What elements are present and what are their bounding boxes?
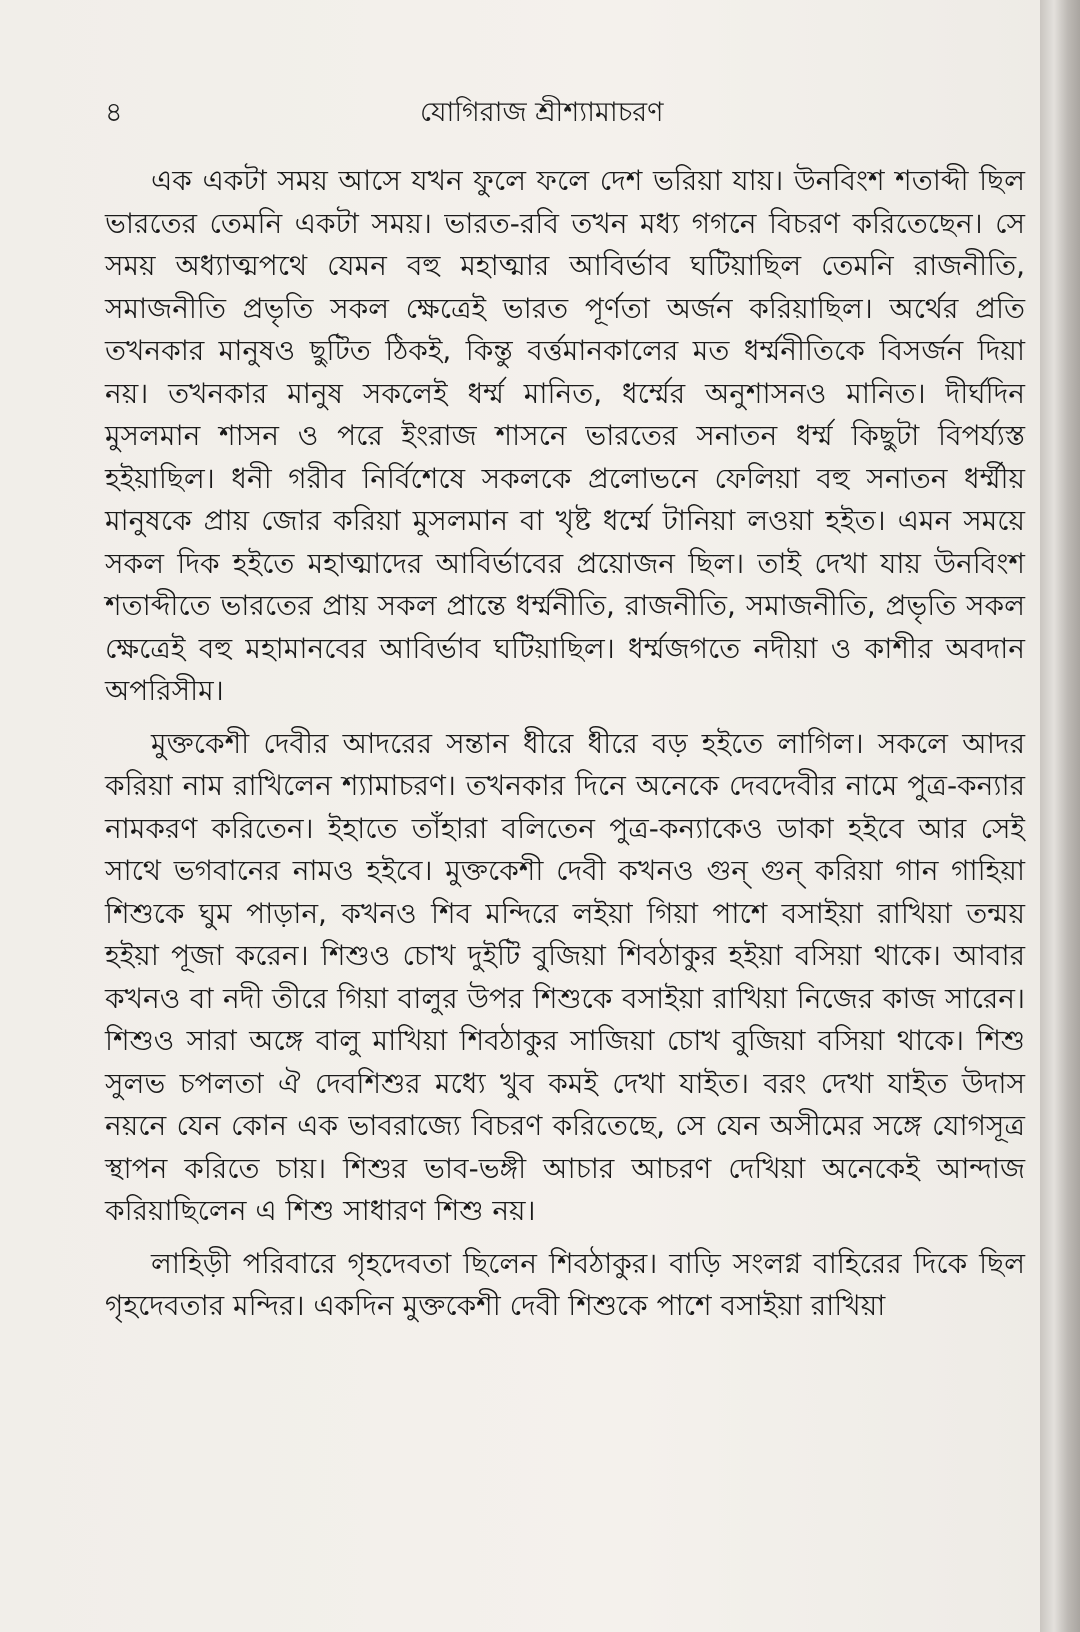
paragraph-3: লাহিড়ী পরিবারে গৃহদেবতা ছিলেন শিবঠাকুর। বাড়ি সংলগ্ন বাহিরের দিকে ছিল গৃহদেবতার মন্দির। একদিন মুক্তকেশী দেবী শিশুকে পাশে বসাইয়া রাখিয়া — [105, 1246, 1025, 1322]
paragraph-1: এক একটা সময় আসে যখন ফুলে ফলে দেশ ভরিয়া যায়। উনবিংশ শতাব্দী ছিল ভারতের তেমনি একটা সময়। ভারত-রবি তখন মধ্য গগনে বিচরণ করিতেছেন। সে সময় অধ্যাত্মপথে যেমন বহু মহাত্মার আবির্ভাব ঘটিয়াছিল তেমনি রাজনীতি, সমাজনীতি প্রভৃতি সকল ক্ষেত্রেই ভারত পূর্ণতা অর্জন করিয়াছিল। অর্থের প্রতি তখনকার মানুষও ছুটিত ঠিকই, কিন্তু বর্ত্তমানকালের মত ধর্ম্মনীতিকে বিসর্জন দিয়া নয়। তখনকার মানুষ সকলেই ধর্ম্ম মানিত, ধর্ম্মের অনুশাসনও মানিত। দীর্ঘদিন মুসলমান শাসন ও পরে ইংরাজ শাসনে ভারতের সনাতন ধর্ম্ম কিছুটা বিপর্য্যস্ত হইয়াছিল। ধনী গরীব নির্বিশেষে সকলকে প্রলোভনে ফেলিয়া বহু সনাতন ধর্ম্মীয় মানুষকে প্রায় জোর করিয়া মুসলমান বা খৃষ্ট ধর্ম্মে টানিয়া লওয়া হইত। এমন সময়ে সকল দিক হইতে মহাত্মাদের আবির্ভাবের প্রয়োজন ছিল। তাই দেখা যায় উনবিংশ শতাব্দীতে ভারতের প্রায় সকল প্রান্তে ধর্ম্মনীতি, রাজনীতি, সমাজনীতি, প্রভৃতি সকল ক্ষেত্রেই বহু মহামানবের আবির্ভাব ঘটিয়াছিল। ধর্ম্মজগতে নদীয়া ও কাশীর অবদান অপরিসীম। — [105, 164, 1025, 707]
body-text — [105, 160, 1025, 1338]
page-header — [0, 92, 1048, 132]
page-number: ৪ — [105, 97, 123, 128]
running-title: যোগিরাজ শ্রীশ্যামাচরণ — [420, 97, 664, 128]
page-edge — [1040, 0, 1080, 1632]
paragraph-2: মুক্তকেশী দেবীর আদরের সন্তান ধীরে ধীরে বড় হইতে লাগিল। সকলে আদর করিয়া নাম রাখিলেন শ্যামাচরণ। তখনকার দিনে অনেকে দেবদেবীর নামে পুত্র-কন্যার নামকরণ করিতেন। ইহাতে তাঁহারা বলিতেন পুত্র-কন্যাকেও ডাকা হইবে আর সেই সাথে ভগবানের নামও হইবে। মুক্তকেশী দেবী কখনও গুন্ গুন্ করিয়া গান গাহিয়া শিশুকে ঘুম পাড়ান, কখনও শিব মন্দিরে লইয়া গিয়া পাশে বসাইয়া রাখিয়া তন্ময় হইয়া পূজা করেন। শিশুও চোখ দুইটি বুজিয়া শিবঠাকুর হইয়া বসিয়া থাকে। আবার কখনও বা নদী তীরে গিয়া বালুর উপর শিশুকে বসাইয়া রাখিয়া নিজের কাজ সারেন। শিশুও সারা অঙ্গে বালু মাখিয়া শিবঠাকুর সাজিয়া চোখ বুজিয়া বসিয়া থাকে। শিশু সুলভ চপলতা ঐ দেবশিশুর মধ্যে খুব কমই দেখা যাইত। বরং দেখা যাইত উদাস নয়নে যেন কোন এক ভাবরাজ্যে বিচরণ করিতেছে, সে যেন অসীমের সঙ্গে যোগসূত্র স্থাপন করিতে চায়। শিশুর ভাব-ভঙ্গী আচার আচরণ দেখিয়া অনেকেই আন্দাজ করিয়াছিলেন এ শিশু সাধারণ শিশু নয়। — [105, 726, 1025, 1227]
